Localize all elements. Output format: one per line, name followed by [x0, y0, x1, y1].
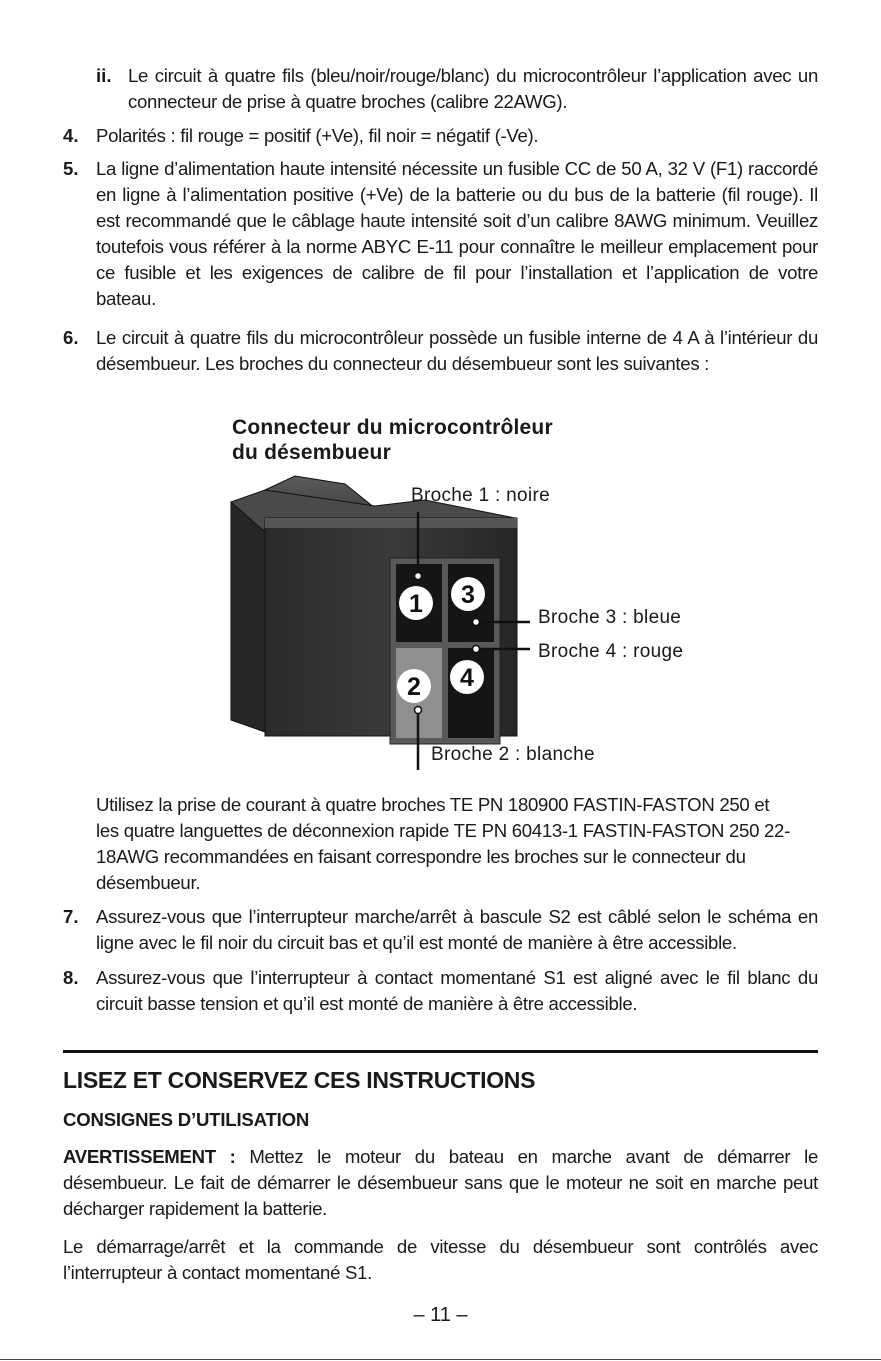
list-item-6-text: Le circuit à quatre fils du microcontrôleur possède un fusible interne de 4 A à l’intérieur du désembueur. Les broches du connecteur du désembueur sont les suivantes :	[96, 327, 818, 374]
list-item-4-text: Polarités : fil rouge = positif (+Ve), fil noir = négatif (-Ve).	[96, 125, 539, 146]
pin-badge-1-number: 1	[409, 590, 423, 618]
figure-title-line-1: Connecteur du microcontrôleur	[232, 416, 553, 439]
pin-badge-2-number: 2	[407, 673, 421, 701]
pin-badge-3	[451, 577, 485, 611]
warning-text: Mettez le moteur du bateau en marche avant de démarrer le désembueur. Le fait de démarrer le désembueur sans que le moteur ne soit en marche peut décharger rapidement la batterie.	[63, 1146, 818, 1219]
connector-diagram	[225, 470, 545, 770]
warning-label: AVERTISSEMENT :	[63, 1146, 236, 1167]
pin-badge-4-number: 4	[460, 664, 474, 692]
pin-3-label: Broche 3 : bleue	[538, 607, 682, 628]
pin-4-label: Broche 4 : rouge	[538, 641, 684, 662]
connector-side-face	[231, 502, 265, 732]
list-number-7: 7.	[63, 906, 79, 927]
list-number-4: 4.	[63, 125, 79, 146]
section-divider	[63, 1050, 818, 1053]
figure-title	[232, 415, 652, 465]
pin-badge-1	[399, 586, 433, 620]
section-subheading: CONSIGNES D’UTILISATION	[63, 1109, 310, 1130]
figure-title-line-2: du désembueur	[232, 441, 391, 464]
pin-1-label: Broche 1 : noire	[411, 485, 550, 506]
warning-paragraph	[63, 1144, 818, 1222]
list-number-8: 8.	[63, 967, 79, 988]
pin-badge-2	[397, 669, 431, 703]
section-heading: LISEZ ET CONSERVEZ CES INSTRUCTIONS	[63, 1067, 536, 1093]
list-number-5: 5.	[63, 158, 79, 179]
list-number-6: 6.	[63, 327, 79, 348]
list-item-7-text: Assurez-vous que l’interrupteur marche/arrêt à bascule S2 est câblé selon le schéma en ligne avec le fil noir du circuit bas et qu’il est monté de manière à être accessible.	[96, 906, 818, 953]
list-item-5-text: La ligne d’alimentation haute intensité nécessite un fusible CC de 50 A, 32 V (F1) raccordé en ligne à l’alimentation positive (+Ve) de la batterie ou du bus de la batterie (fil rouge). Il est recommandé que le câblage haute intensité soit d’un calibre 8AWG minimum. Veuillez toutefois vous référer à la norme ABYC E-11 pour connaître le meilleur emplacement pour ce fusible et les exigences de calibre de fil pour l’installation et l’application de votre bateau.	[96, 158, 818, 309]
pin-2-label: Broche 2 : blanche	[431, 744, 595, 765]
pin-badge-3-number: 3	[461, 581, 475, 609]
page-number: – 11 –	[413, 1304, 468, 1326]
list-marker-ii: ii.	[96, 65, 112, 86]
connector-instructions-paragraph: Utilisez la prise de courant à quatre broches TE PN 180900 FASTIN-FASTON 250 et les quatre languettes de déconnexion rapide TE PN 60413-1 FASTIN-FASTON 250 22-18AWG recommandées en faisant correspondre les broches sur le connecteur du désembueur.	[96, 794, 790, 893]
operation-paragraph: Le démarrage/arrêt et la commande de vitesse du désembueur sont contrôlés avec l’interrupteur à contact momentané S1.	[63, 1236, 818, 1283]
list-item-8-text: Assurez-vous que l’interrupteur à contact momentané S1 est aligné avec le fil blanc du circuit basse tension et qu’il est monté de manière à être accessible.	[96, 967, 818, 1014]
page-bottom-edge	[0, 1359, 881, 1360]
pin-badge-4	[450, 660, 484, 694]
list-item-ii-text: Le circuit à quatre fils (bleu/noir/rouge/blanc) du microcontrôleur l’application avec un connecteur de prise à quatre broches (calibre 22AWG).	[128, 65, 818, 112]
